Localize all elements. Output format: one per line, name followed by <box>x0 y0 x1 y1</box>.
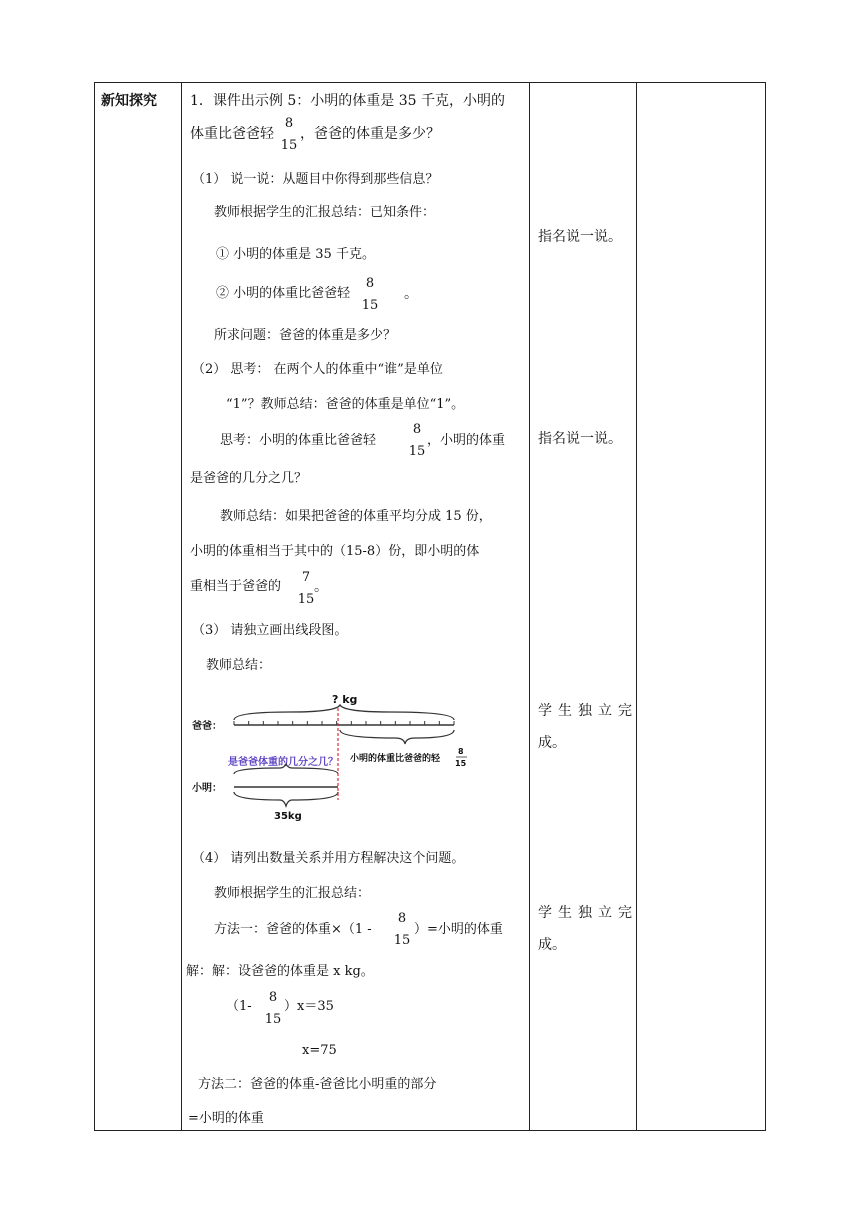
think-line: 是爸爸的几分之几？ <box>190 471 308 486</box>
equation-line: （1- <box>226 999 252 1014</box>
fraction-numerator: 8 <box>365 276 375 291</box>
summary-line: 教师总结：如果把爸爸的体重平均分成 15 份， <box>220 509 492 524</box>
son-label: 小明： <box>192 783 222 794</box>
fraction-denominator: 15 <box>393 933 411 948</box>
method-2-line: =小明的体重 <box>188 1111 264 1126</box>
fraction-denominator: 15 <box>408 444 426 459</box>
period: 。 <box>404 286 418 302</box>
question-line: 所求问题：爸爸的体重是多少？ <box>214 328 397 343</box>
side-note: 成。 <box>538 735 566 751</box>
method-2-line: 方法二：爸爸的体重-爸爸比小明重的部分 <box>198 1077 437 1092</box>
summary-line: “1”？教师总结：爸爸的体重是单位“1”。 <box>226 397 465 412</box>
purple-question-label: 是爸爸体重的几分之几？ <box>228 757 338 768</box>
son-bottom-brace <box>234 792 338 806</box>
example-line: ，爸爸的体重是多少？ <box>300 126 440 142</box>
fraction-numerator: 8 <box>268 990 278 1005</box>
fraction <box>358 276 382 314</box>
side-note: 学生独立完 <box>538 703 638 719</box>
fraction-denominator: 15 <box>280 138 298 153</box>
summary-line: 教师根据学生的汇报总结： <box>214 886 371 901</box>
lighter-label: 小明的体重比爸爸的轻 <box>350 754 441 764</box>
column-divider <box>181 83 182 1130</box>
fraction-numerator: 7 <box>301 570 311 585</box>
unknown-weight-label: ? kg <box>332 693 358 706</box>
section-label: 新知探究 <box>101 93 157 109</box>
example-line: 1．课件出示例 5：小明的体重是 35 千克，小明的 <box>190 93 505 109</box>
son-weight-label: 35kg <box>274 811 302 822</box>
diagram-fraction-denominator: 15 <box>455 759 467 768</box>
summary-line: 重相当于爸爸的 <box>190 579 282 594</box>
fraction <box>277 116 301 154</box>
side-note: 指名说一说。 <box>538 229 622 245</box>
dad-label: 爸爸： <box>192 721 222 732</box>
answer-line: x=75 <box>302 1043 337 1058</box>
column-divider <box>636 83 637 1130</box>
fraction-denominator: 15 <box>297 592 315 607</box>
top-brace <box>234 705 454 720</box>
column-divider <box>529 83 530 1130</box>
step-2: （2） 思考： 在两个人的体重中“谁”是单位 <box>192 362 443 377</box>
difference-brace <box>340 730 454 744</box>
fraction-denominator: 15 <box>361 298 379 313</box>
fraction <box>405 422 429 460</box>
summary-line: 教师总结： <box>206 658 272 673</box>
known-condition-2: ② 小明的体重比爸爸轻 <box>216 286 351 301</box>
fraction-numerator: 8 <box>284 116 294 131</box>
method-1-line: 方法一：爸爸的体重×（1 - <box>214 922 372 937</box>
line-segment-diagram <box>190 688 480 826</box>
equation-line: ）x＝35 <box>284 999 334 1014</box>
known-condition-1: ① 小明的体重是 35 千克。 <box>216 247 375 262</box>
example-line: 体重比爸爸轻 <box>190 126 274 142</box>
fraction <box>261 990 285 1028</box>
fraction-denominator: 15 <box>264 1012 282 1027</box>
side-note: 指名说一说。 <box>538 431 622 447</box>
summary-line: 小明的体重相当于其中的（15-8）份，即小明的体 <box>190 544 480 559</box>
summary-line: 教师根据学生的汇报总结：已知条件： <box>214 205 436 220</box>
method-1-line: ）=小明的体重 <box>414 922 503 937</box>
step-4: （4） 请列出数量关系并用方程解决这个问题。 <box>192 851 465 866</box>
fraction <box>390 911 414 949</box>
step-3: （3） 请独立画出线段图。 <box>192 623 348 638</box>
fraction-numerator: 8 <box>412 422 422 437</box>
solution-line: 解：解：设爸爸的体重是 x kg。 <box>186 964 374 979</box>
fraction-numerator: 8 <box>397 911 407 926</box>
think-line: 思考：小明的体重比爸爸轻 <box>220 433 377 448</box>
think-line: ，小明的体重 <box>427 433 506 448</box>
side-note: 学生独立完 <box>538 905 638 921</box>
step-1: （1） 说一说：从题目中你得到那些信息？ <box>192 172 439 187</box>
period: 。 <box>314 579 328 595</box>
diagram-fraction-numerator: 8 <box>458 747 464 756</box>
side-note: 成。 <box>538 937 566 953</box>
